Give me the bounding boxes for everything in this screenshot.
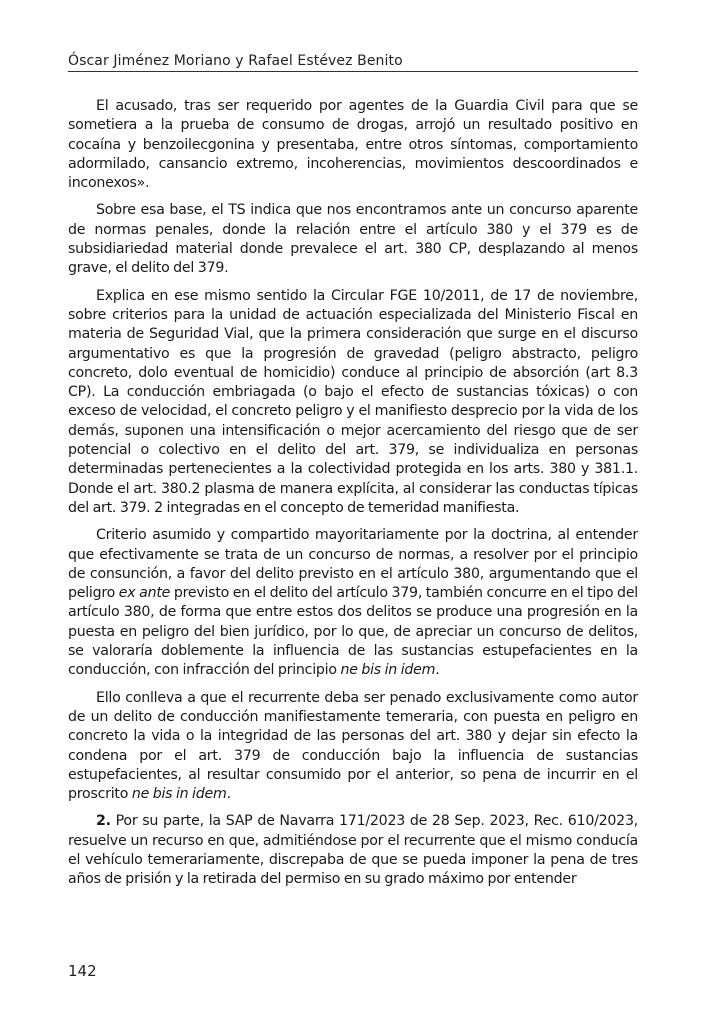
paragraph-6-text: Por su parte, la SAP de Navarra 171/2023 de 28 Sep. 2023, Rec. 610/2023, resuelve un recurso en que, admitiéndose por el recurrente que el mismo conducía el vehículo temerariamente, discrepaba de que se pueda imponer la pena de tres años de prisión y la retirada del permiso en su grado máximo por entender bbox=[68, 813, 638, 888]
paragraph-4-text-a: Criterio asumido y compartido mayoritariamente por la doctrina, al entender que efectivamente se trata de un concurso de normas, a resolver por el principio de consunción, a favor del delito previsto en el artículo 380, argumentando que el peligro bbox=[68, 527, 638, 602]
paragraph-2: Sobre esa base, el TS indica que nos encontramos ante un concurso aparente de normas penales, donde la relación entre el artículo 380 y el 379 es de subsidiariedad material donde prevalece el art. 380 CP, desplazando al menos grave, el delito del 379. bbox=[68, 202, 638, 277]
paragraph-4-text-c: . bbox=[435, 662, 440, 679]
paragraph-4 bbox=[68, 526, 638, 680]
latin-term-ne-bis-in-idem: ne bis in idem bbox=[340, 662, 436, 679]
page-number: 142 bbox=[68, 962, 97, 980]
header-rule bbox=[68, 71, 638, 72]
latin-term-ex-ante: ex ante bbox=[118, 585, 171, 602]
paragraph-5 bbox=[68, 689, 638, 805]
paragraph-3: Explica en ese mismo sentido la Circular FGE 10/2011, de 17 de noviembre, sobre criterios para la unidad de actuación especializada del Ministerio Fiscal en materia de Seguridad Vial, que la primera consideración que surge en el discurso argumentativo es que la progresión de gravedad (peligro abstracto, peligro concreto, dolo eventual de homicidio) conduce al principio de absorción (art 8.3 CP). La conducción embriagada (o bajo el efecto de sustancias tóxicas) o con exceso de velocidad, el concreto peligro y el manifiesto desprecio por la vida de los demás, suponen una intensificación o mejor acercamiento del riesgo que de ser potencial o colectivo en el delito del art. 379, se individualiza en personas determinadas pertenecientes a la colectividad protegida en los arts. 380 y 381.1. Donde el art. 380.2 plasma de manera explícita, al considerar las conductas típicas del art. 379. 2 integradas en el concepto de temeridad manifiesta. bbox=[68, 287, 638, 516]
paragraph-1: El acusado, tras ser requerido por agentes de la Guardia Civil para que se sometiera a la prueba de consumo de drogas, arrojó un resultado positivo en cocaína y benzoilecgonina y presentaba, entre otros síntomas, comportamiento adormilado, cansancio extremo, incoherencias, movimientos descoordinados e inconexos». bbox=[68, 98, 638, 192]
paragraph-4-text-b: previsto en el delito del artículo 379, también concurre en el tipo del artículo 380, de forma que entre estos dos delitos se produce una progresión en la puesta en peligro del bien jurídico, por lo que, de apreciar un concurso de delitos, se valoraría doblemente la influencia de las sustancias estupefacientes en la conducción, con infracción del principio bbox=[68, 585, 638, 679]
section-number: 2. bbox=[96, 813, 111, 830]
paragraph-5-text-b: . bbox=[226, 786, 231, 803]
latin-term-ne-bis-in-idem-2: ne bis in idem bbox=[131, 786, 227, 803]
paragraph-5-text-a: Ello conlleva a que el recurrente deba ser penado exclusivamente como autor de un delito de conducción manifiestamente temeraria, con puesta en peligro en concreto la vida o la integridad de las personas del art. 380 y dejar sin efecto la condena por el art. 379 de conducción bajo la influencia de sustancias estupefacientes, al resultar consumido por el anterior, so pena de incurrir en el proscrito bbox=[68, 689, 638, 803]
running-header: Óscar Jiménez Moriano y Rafael Estévez Benito bbox=[68, 53, 403, 69]
body-text bbox=[68, 97, 638, 898]
paragraph-6 bbox=[68, 812, 638, 889]
